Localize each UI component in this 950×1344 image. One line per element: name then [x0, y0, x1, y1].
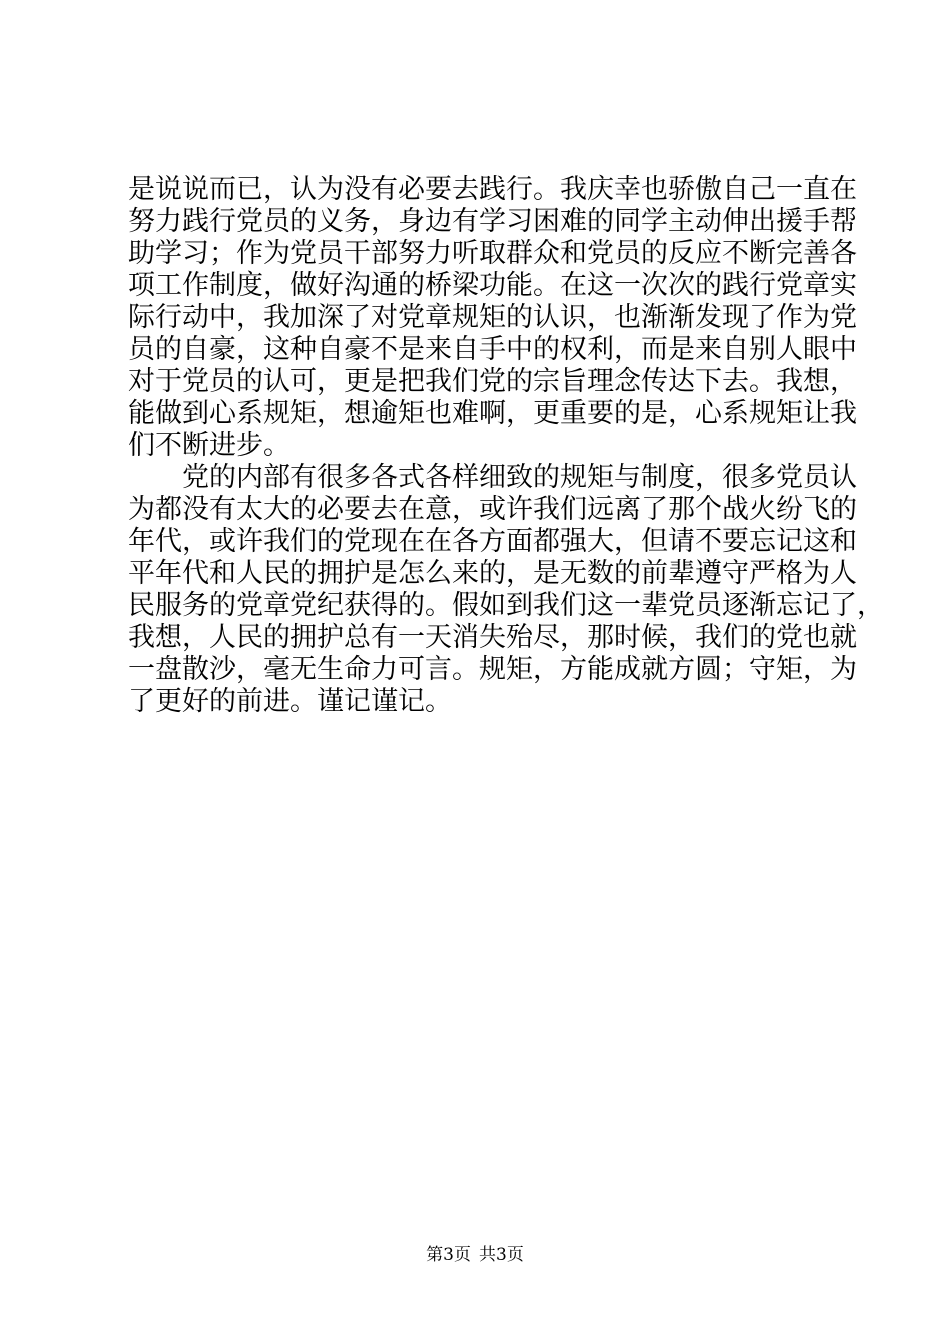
paragraph-2	[128, 462, 884, 718]
current-page-number: 第3页	[426, 1245, 471, 1265]
document-body	[128, 174, 884, 718]
text-line: 一盘散沙，毫无生命力可言。规矩，方能成就方圆；守矩，为	[128, 654, 857, 685]
text-line: 对于党员的认可，更是把我们党的宗旨理念传达下去。我想，	[128, 366, 857, 397]
text-line: 为都没有太大的必要去在意，或许我们远离了那个战火纷飞的	[128, 494, 857, 525]
text-line: 项工作制度，做好沟通的桥梁功能。在这一次次的践行党章实	[128, 270, 857, 301]
text-line: 年代，或许我们的党现在在各方面都强大，但请不要忘记这和	[128, 526, 857, 557]
text-line: 努力践行党员的义务，身边有学习困难的同学主动伸出援手帮	[128, 206, 857, 237]
page-footer	[0, 1244, 950, 1266]
text-line: 们不断进步。	[128, 430, 290, 461]
text-line: 助学习；作为党员干部努力听取群众和党员的反应不断完善各	[128, 238, 857, 269]
text-line: 是说说而已，认为没有必要去践行。我庆幸也骄傲自己一直在	[128, 174, 857, 205]
text-line: 员的自豪，这种自豪不是来自手中的权利，而是来自别人眼中	[128, 334, 857, 365]
text-line: 我想，人民的拥护总有一天消失殆尽，那时候，我们的党也就	[128, 622, 857, 653]
text-line: 际行动中，我加深了对党章规矩的认识，也渐渐发现了作为党	[128, 302, 857, 333]
text-line: 民服务的党章党纪获得的。假如到我们这一辈党员逐渐忘记了，	[128, 590, 884, 621]
text-line: 平年代和人民的拥护是怎么来的，是无数的前辈遵守严格为人	[128, 558, 857, 589]
total-pages: 共3页	[479, 1245, 524, 1265]
text-line: 能做到心系规矩，想逾矩也难啊，更重要的是，心系规矩让我	[128, 398, 857, 429]
text-line: 了更好的前进。谨记谨记。	[128, 686, 452, 717]
text-line: 党的内部有很多各式各样细致的规矩与制度，很多党员认	[182, 462, 857, 493]
paragraph-1	[128, 174, 857, 462]
